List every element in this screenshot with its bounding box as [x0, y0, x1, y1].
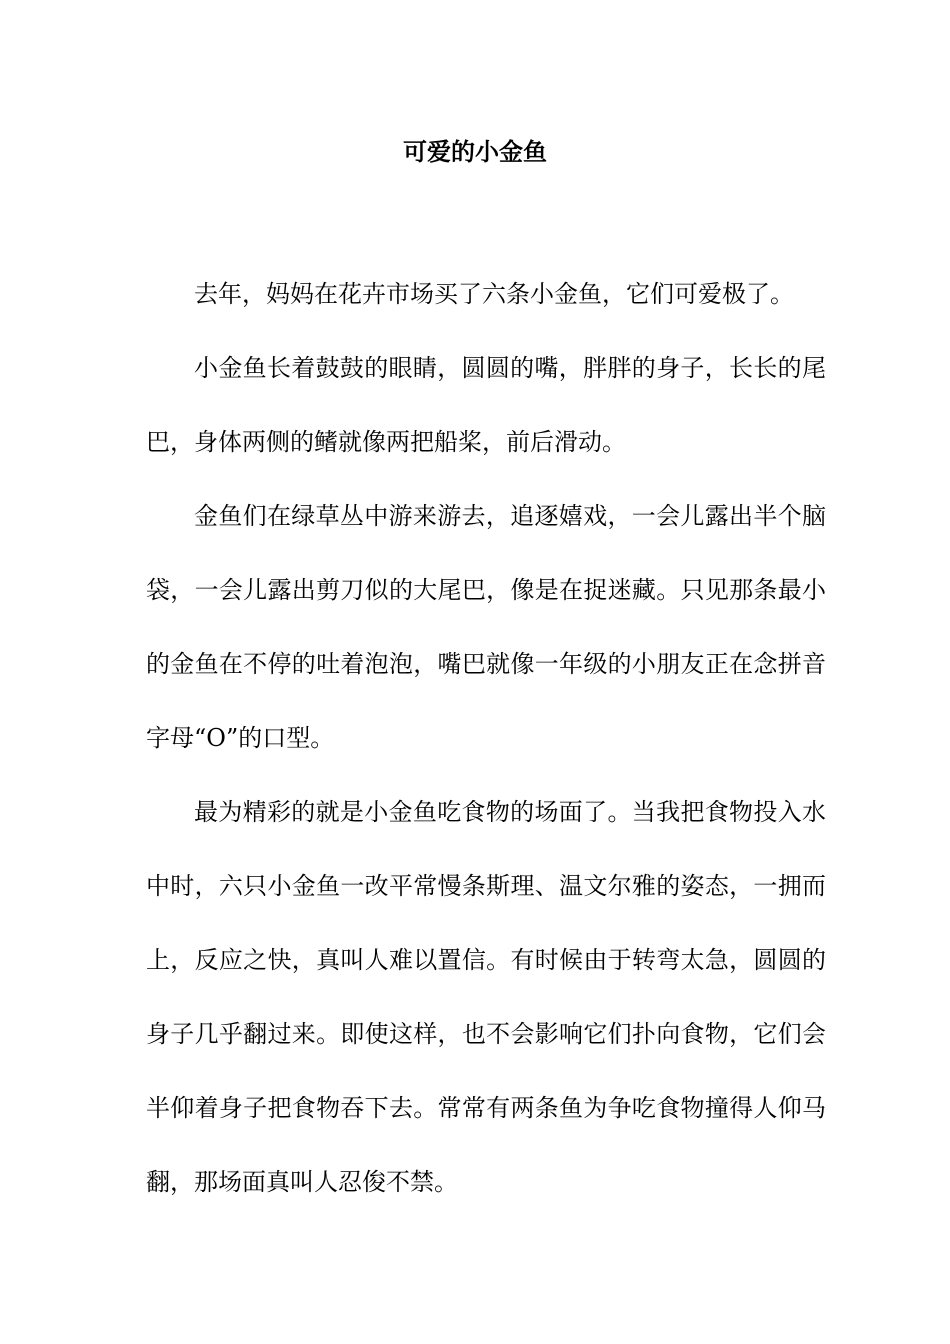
- paragraph: 去年，妈妈在花卉市场买了六条小金鱼，它们可爱极了。: [194, 280, 794, 308]
- document-title: 可爱的小金鱼: [403, 137, 547, 166]
- paragraph: 最为精彩的就是小金鱼吃食物的场面了。当我把食物投入水中时，六只小金鱼一改平常慢条斯理、温文尔雅的姿态，一拥而上，反应之快，真叫人难以置信。有时候由于转弯太急，圆圆的身子几乎翻过来。即使这样，也不会影响它们扑向食物，它们会半仰着身子把食物吞下去。常常有两条鱼为争吃食物撞得人仰马翻，那场面真叫人忍俊不禁。: [146, 798, 826, 1196]
- document-body: [146, 257, 826, 1219]
- paragraph: 金鱼们在绿草丛中游来游去，追逐嬉戏，一会儿露出半个脑袋，一会儿露出剪刀似的大尾巴，像是在捉迷藏。只见那条最小的金鱼在不停的吐着泡泡，嘴巴就像一年级的小朋友正在念拼音字母“O”的口型。: [146, 502, 826, 752]
- paragraph: 小金鱼长着鼓鼓的眼睛，圆圆的嘴，胖胖的身子，长长的尾巴，身体两侧的鳍就像两把船桨，前后滑动。: [146, 354, 826, 456]
